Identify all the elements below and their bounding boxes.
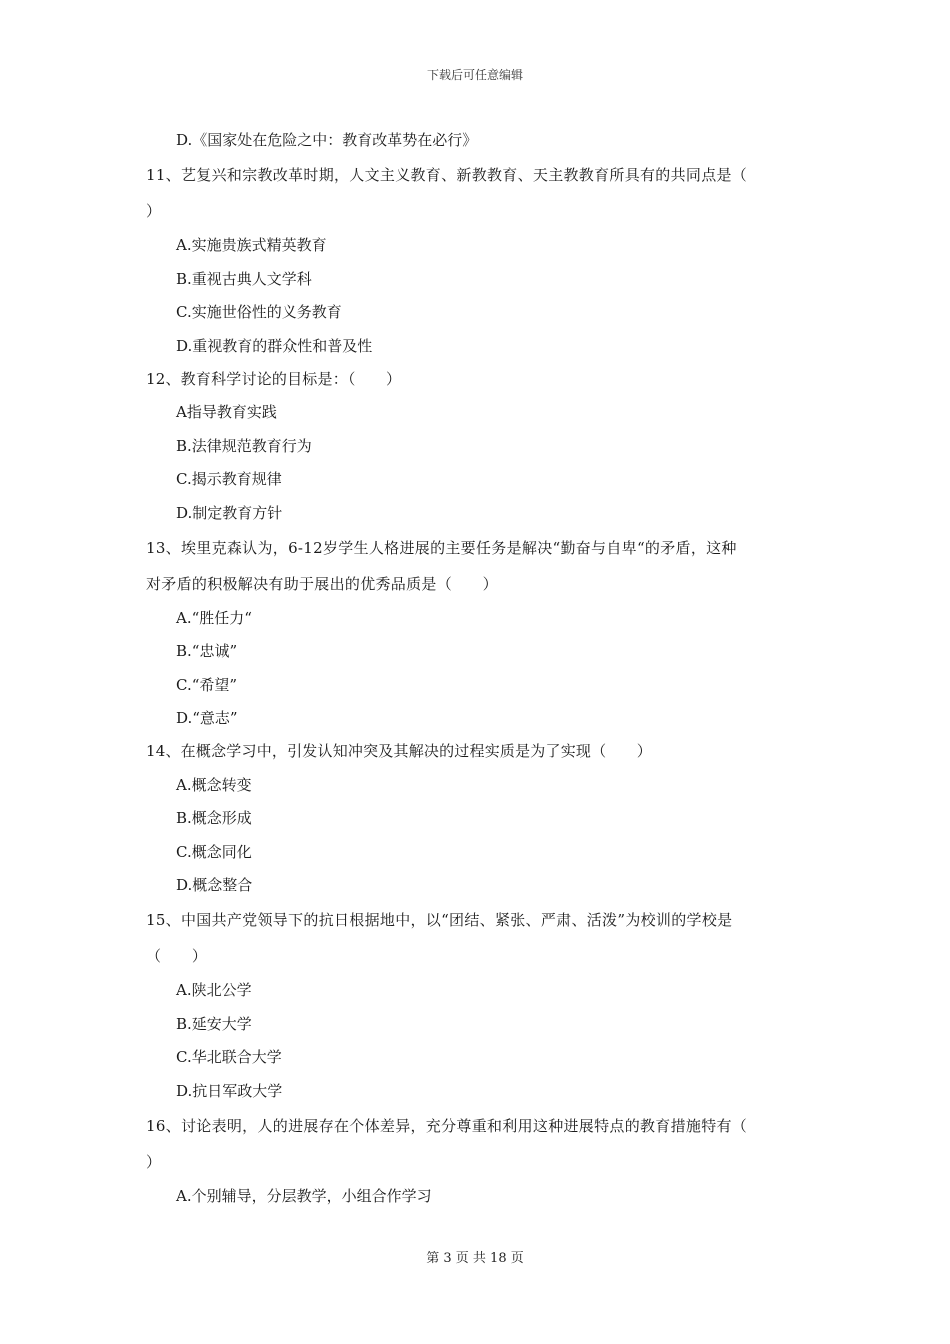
question-15-stem-line1: 15、中国共产党领导下的抗日根据地中，以“团结、紧张、严肃、活泼”为校训的学校是 <box>146 911 733 930</box>
question-12-option-b: B.法律规范教育行为 <box>176 436 312 455</box>
question-15-option-b: B.延安大学 <box>176 1014 252 1033</box>
question-14-option-c: C.概念同化 <box>176 842 252 861</box>
question-14-option-d: D.概念整合 <box>176 876 253 895</box>
document-body <box>146 124 810 1213</box>
page-header: 下载后可任意编辑 <box>426 68 523 82</box>
question-15-option-a: A.陕北公学 <box>176 981 252 1000</box>
lead-option: D.《国家处在危险之中：教育改革势在必行》 <box>176 131 478 149</box>
question-11 <box>146 157 810 363</box>
question-12-option-c: C.揭示教育规律 <box>176 470 282 489</box>
question-16-stem-line2: ） <box>146 1152 162 1171</box>
question-12-stem: 12、教育科学讨论的目标是：（ ） <box>146 369 402 388</box>
question-16-option-a: A.个别辅导，分层教学，小组合作学习 <box>176 1186 432 1205</box>
page-footer: 第 3 页 共 18 页 <box>426 1251 524 1266</box>
question-15 <box>146 902 810 1108</box>
question-11-option-b: B.重视古典人文学科 <box>176 269 312 288</box>
question-13-stem-line2: 对矛盾的积极解决有助于展出的优秀品质是（ ） <box>146 574 498 593</box>
question-13-option-a: A.“胜任力“ <box>176 608 252 627</box>
question-12-option-d: D.制定教育方针 <box>176 503 283 522</box>
question-12-option-a: A指导教育实践 <box>176 403 277 422</box>
question-11-option-a: A.实施贵族式精英教育 <box>176 236 327 255</box>
question-14 <box>146 735 810 902</box>
question-14-option-b: B.概念形成 <box>176 809 252 828</box>
question-15-option-d: D.抗日军政大学 <box>176 1081 283 1100</box>
question-15-option-c: C.华北联合大学 <box>176 1048 282 1067</box>
question-16 <box>146 1108 810 1213</box>
question-11-option-c: C.实施世俗性的义务教育 <box>176 303 342 322</box>
question-11-stem <box>146 157 810 229</box>
question-14-stem: 14、在概念学习中，引发认知冲突及其解决的过程实质是为了实现（ ） <box>146 742 652 761</box>
question-11-stem-line1: 11、艺复兴和宗教改革时期，人文主义教育、新教教育、天主教教育所具有的共同点是（ <box>146 166 748 185</box>
question-13 <box>146 530 810 736</box>
question-13-option-c: C.“希望” <box>176 675 238 694</box>
question-13-stem-line1: 13、埃里克森认为，6-12岁学生人格进展的主要任务是解决“勤奋与自卑“的矛盾，这种 <box>146 538 737 557</box>
question-15-stem-line2: （ ） <box>146 947 208 966</box>
question-16-stem-line1: 16、讨论表明，人的进展存在个体差异，充分尊重和利用这种进展特点的教育措施特有（ <box>146 1116 748 1135</box>
question-15-stem <box>146 902 810 974</box>
question-11-option-d: D.重视教育的群众性和普及性 <box>176 336 373 355</box>
question-11-stem-line2: ） <box>146 202 162 221</box>
question-16-stem <box>146 1108 810 1180</box>
question-13-option-d: D.“意志” <box>176 709 238 728</box>
question-12 <box>146 363 810 530</box>
question-14-option-a: A.概念转变 <box>176 775 252 794</box>
question-13-stem <box>146 530 810 602</box>
question-13-option-b: B.“忠诚” <box>176 642 238 661</box>
